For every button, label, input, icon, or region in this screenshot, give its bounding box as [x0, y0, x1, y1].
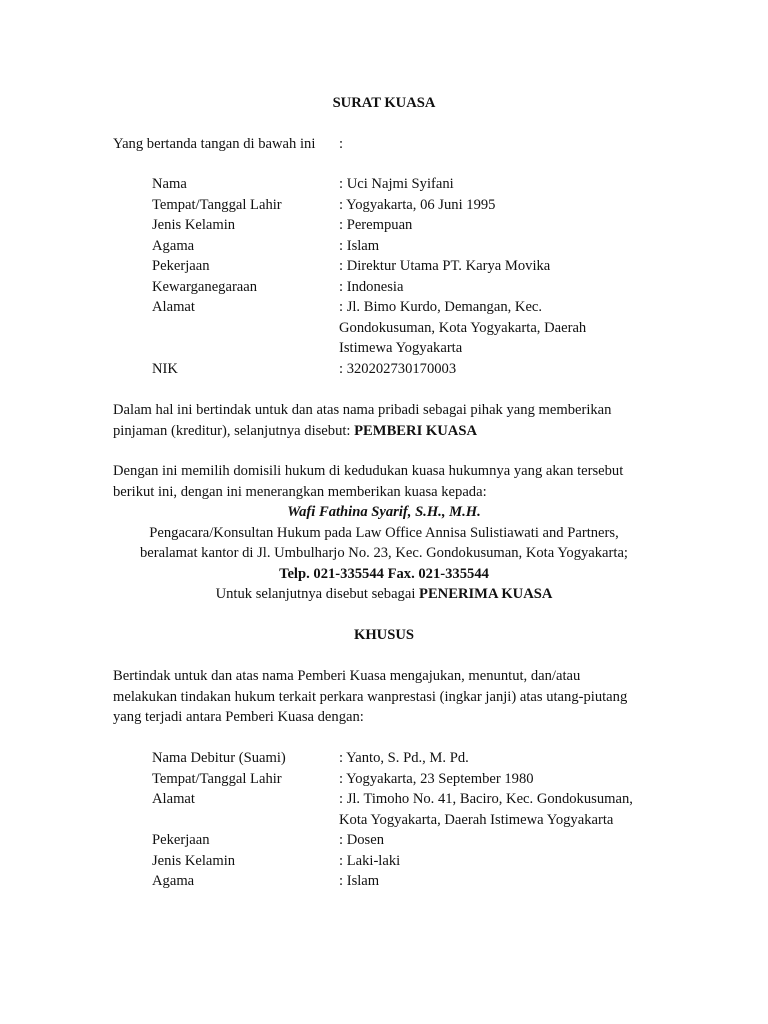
field-row [152, 174, 652, 195]
field-value: : Yogyakarta, 23 September 1980 [339, 770, 534, 787]
grantor-designation: PEMBERI KUASA [354, 422, 477, 439]
case-statement [113, 666, 658, 728]
paragraph-line: yang terjadi antara Pemberi Kuasa dengan: [113, 709, 364, 725]
field-value: : Laki-laki [339, 852, 401, 869]
field-row [152, 277, 652, 298]
attorney-name: Wafi Fathina Syarif, S.H., M.H. [287, 504, 481, 520]
field-value: : Direktur Utama PT. Karya Movika [339, 258, 551, 274]
field-label: Pekerjaan [152, 258, 210, 274]
field-label: Tempat/Tanggal Lahir [152, 196, 282, 213]
intro-text: Yang bertanda tangan di bawah ini [113, 136, 316, 152]
field-value-continued: Gondokusuman, Kota Yogyakarta, Daerah [339, 319, 587, 336]
attorney-designation: PENERIMA KUASA [419, 586, 553, 602]
field-label: Jenis Kelamin [152, 852, 236, 869]
field-label: Alamat [152, 299, 195, 315]
paragraph-line: berikut ini, dengan ini menerangkan memberikan kuasa kepada: [113, 483, 487, 500]
field-row [152, 297, 652, 359]
field-label: NIK [152, 360, 178, 377]
attorney-phone: Telp. 021-335544 Fax. 021-335544 [279, 565, 489, 582]
document-title: SURAT KUASA [332, 95, 436, 111]
field-value-continued: Kota Yogyakarta, Daerah Istimewa Yogyakarta [339, 811, 614, 828]
paragraph-text: pinjaman (kreditur), selanjutnya disebut: [113, 422, 355, 439]
field-value: : Indonesia [339, 278, 404, 295]
attorney-designation-line [0, 584, 768, 605]
field-value: : Dosen [339, 832, 384, 848]
field-row [152, 195, 652, 216]
field-row [152, 236, 652, 257]
field-value: : 320202730170003 [339, 360, 457, 377]
debtor-fields [152, 748, 652, 892]
field-value: : Yogyakarta, 06 Juni 1995 [339, 196, 496, 213]
field-label: Alamat [152, 791, 195, 807]
field-value: : Islam [339, 873, 380, 889]
field-row [152, 789, 652, 830]
field-value: : Jl. Bimo Kurdo, Demangan, Kec. [339, 299, 543, 315]
field-label: Jenis Kelamin [152, 217, 236, 233]
paragraph-line: Dalam hal ini bertindak untuk dan atas nama pribadi sebagai pihak yang memberikan [113, 402, 612, 418]
field-row [152, 871, 652, 892]
field-row [152, 359, 652, 380]
attorney-address: beralamat kantor di Jl. Umbulharjo No. 23, Kec. Gondokusuman, Kota Yogyakarta; [140, 545, 628, 561]
field-row [152, 851, 652, 872]
field-value: : Islam [339, 237, 380, 254]
field-label: Tempat/Tanggal Lahir [152, 770, 282, 787]
field-row [152, 256, 652, 277]
paragraph-line [113, 421, 658, 442]
paragraph-text: Untuk selanjutnya disebut sebagai [215, 586, 420, 602]
grantor-fields [152, 174, 652, 379]
field-row [152, 215, 652, 236]
attorney-block [0, 502, 768, 605]
intro-colon: : [339, 136, 344, 152]
field-row [152, 748, 652, 769]
field-label: Pekerjaan [152, 832, 210, 848]
grantor-statement [113, 400, 658, 441]
field-label: Nama [152, 176, 187, 192]
field-label: Nama Debitur (Suami) [152, 750, 286, 766]
field-value: : Yanto, S. Pd., M. Pd. [339, 750, 469, 766]
paragraph-line: Bertindak untuk dan atas nama Pemberi Kuasa mengajukan, menuntut, dan/atau [113, 668, 581, 684]
field-value: : Uci Najmi Syifani [339, 176, 454, 192]
field-label: Agama [152, 873, 195, 889]
paragraph-line: Dengan ini memilih domisili hukum di kedudukan kuasa hukumnya yang akan tersebut [113, 463, 624, 479]
field-row [152, 769, 652, 790]
field-label: Agama [152, 237, 195, 254]
paragraph-line: melakukan tindakan hukum terkait perkara wanprestasi (ingkar janji) atas utang-piutang [113, 688, 628, 705]
field-value-continued: Istimewa Yogyakarta [339, 340, 463, 356]
field-row [152, 830, 652, 851]
khusus-title: KHUSUS [353, 627, 414, 643]
attorney-role: Pengacara/Konsultan Hukum pada Law Office Annisa Sulistiawati and Partners, [149, 524, 619, 541]
field-label: Kewarganegaraan [152, 278, 258, 295]
field-value: : Jl. Timoho No. 41, Baciro, Kec. Gondokusuman, [339, 791, 633, 807]
domicile-statement [113, 461, 658, 502]
field-value: : Perempuan [339, 217, 413, 233]
